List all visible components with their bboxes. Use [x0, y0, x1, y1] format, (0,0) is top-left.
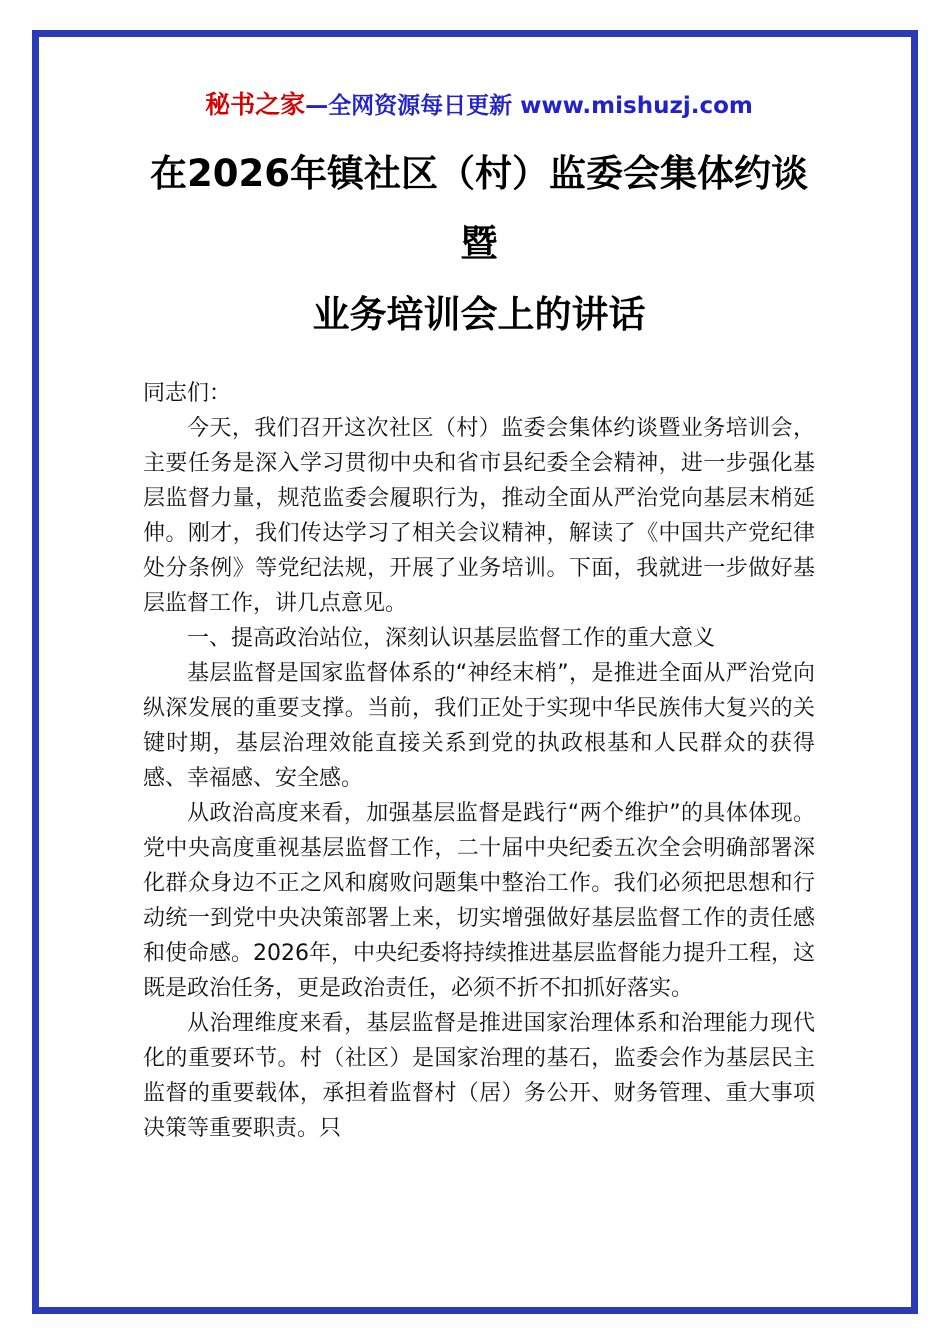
page-content — [39, 37, 911, 1307]
document-body — [143, 376, 815, 1146]
site-url: www.mishuzj.com — [520, 93, 753, 119]
site-tagline: —全网资源每日更新 — [305, 93, 521, 119]
paragraph: 今天，我们召开这次社区（村）监委会集体约谈暨业务培训会，主要任务是深入学习贯彻中央和省市县纪委全会精神，进一步强化基层监督力量，规范监委会履职行为，推动全面从严治党向基层末梢延伸。刚才，我们传达学习了相关会议精神，解读了《中国共产党纪律处分条例》等党纪法规，开展了业务培训。下面，我就进一步做好基层监督工作，讲几点意见。 — [143, 415, 815, 616]
document-title — [143, 139, 815, 350]
page-border-frame — [32, 30, 918, 1314]
document-title-line-2: 业务培训会上的讲话 — [312, 292, 646, 336]
site-header — [143, 85, 815, 121]
paragraph: 从治理维度来看，基层监督是推进国家治理体系和治理能力现代化的重要环节。村（社区）是国家治理的基石，监委会作为基层民主监督的重要载体，承担着监督村（居）务公开、财务管理、重大事项决策等重要职责。只 — [143, 1010, 815, 1141]
paragraph: 从政治高度来看，加强基层监督是践行“两个维护”的具体体现。党中央高度重视基层监督工作，二十届中央纪委五次全会明确部署深化群众身边不正之风和腐败问题集中整治工作。我们必须把思想和行动统一到党中央决策部署上来，切实增强做好基层监督工作的责任感和使命感。2026年，中央纪委将持续推进基层监督能力提升工程，这既是政治任务，更是政治责任，必须不折不扣抓好落实。 — [143, 800, 815, 1001]
salutation: 同志们： — [143, 380, 232, 406]
paragraph: 基层监督是国家监督体系的“神经末梢”，是推进全面从严治党向纵深发展的重要支撑。当前，我们正处于实现中华民族伟大复兴的关键时期，基层治理效能直接关系到党的执政根基和人民群众的获得感、幸福感、安全感。 — [143, 660, 815, 791]
document-title-line-1: 在2026年镇社区（村）监委会集体约谈暨 — [150, 152, 808, 266]
section-heading: 一、提高政治站位，深刻认识基层监督工作的重大意义 — [187, 625, 716, 651]
site-brand: 秘书之家 — [205, 90, 306, 119]
